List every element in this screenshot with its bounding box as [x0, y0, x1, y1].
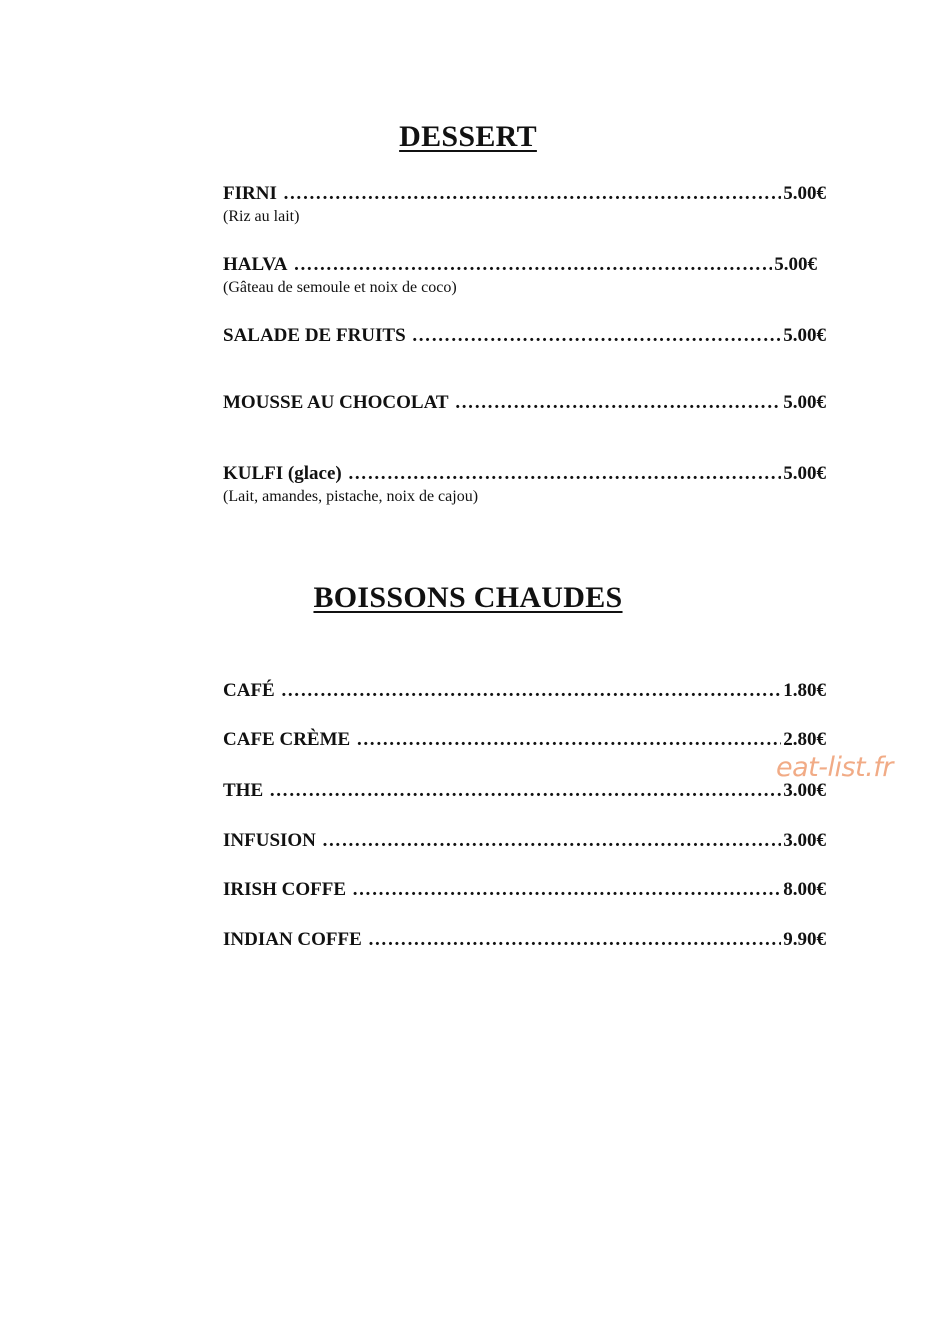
item-description: (Gâteau de semoule et noix de coco): [223, 279, 457, 296]
item-name: CAFÉ: [223, 680, 275, 701]
dot-leader: [322, 830, 781, 852]
dot-leader: [455, 392, 782, 414]
item-price: 5.00€: [783, 183, 826, 204]
dot-leader: [281, 680, 782, 702]
item-name: FIRNI: [223, 183, 277, 204]
section-title-dessert: DESSERT: [399, 120, 537, 153]
dot-leader: [356, 729, 781, 751]
item-name: THE: [223, 780, 264, 801]
item-name: INDIAN COFFE: [223, 929, 362, 950]
item-name: INFUSION: [223, 830, 316, 851]
item-description: (Lait, amandes, pistache, noix de cajou): [223, 488, 479, 505]
menu-item-firni: [223, 183, 826, 227]
item-price: 5.00€: [783, 463, 826, 484]
menu-item-cafe: [223, 680, 826, 702]
item-price: 9.90€: [783, 929, 826, 950]
menu-item-irish-coffe: [223, 879, 826, 901]
dot-leader: [269, 780, 781, 802]
dot-leader: [293, 254, 772, 276]
item-name: CAFE CRÈME: [223, 729, 351, 750]
item-price: 3.00€: [783, 780, 826, 801]
dot-leader: [412, 325, 782, 347]
dot-leader: [348, 463, 782, 485]
item-price: 5.00€: [774, 254, 817, 275]
menu-item-cafe-creme: [223, 729, 826, 751]
item-name: HALVA: [223, 254, 288, 275]
item-name: KULFI (glace): [223, 463, 342, 484]
item-price: 1.80€: [783, 680, 826, 701]
item-price: 2.80€: [783, 729, 826, 750]
watermark: eat-list.fr: [776, 752, 893, 783]
item-description: (Riz au lait): [223, 208, 300, 225]
section-title-boissons-chaudes: BOISSONS CHAUDES: [313, 581, 623, 614]
menu-item-salade-de-fruits: [223, 325, 826, 347]
menu-item-mousse-au-chocolat: [223, 392, 826, 414]
menu-item-infusion: [223, 830, 826, 852]
dot-leader: [283, 183, 781, 205]
item-price: 3.00€: [783, 830, 826, 851]
item-name: IRISH COFFE: [223, 879, 346, 900]
item-price: 5.00€: [783, 392, 826, 413]
menu-item-kulfi: [223, 463, 826, 507]
item-price: 5.00€: [783, 325, 826, 346]
menu-item-indian-coffe: [223, 929, 826, 951]
dot-leader: [352, 879, 781, 901]
item-price: 8.00€: [783, 879, 826, 900]
menu-item-halva: [223, 254, 817, 298]
item-name: MOUSSE AU CHOCOLAT: [223, 392, 449, 413]
menu-item-the: [223, 780, 826, 802]
item-name: SALADE DE FRUITS: [223, 325, 406, 346]
dot-leader: [368, 929, 781, 951]
